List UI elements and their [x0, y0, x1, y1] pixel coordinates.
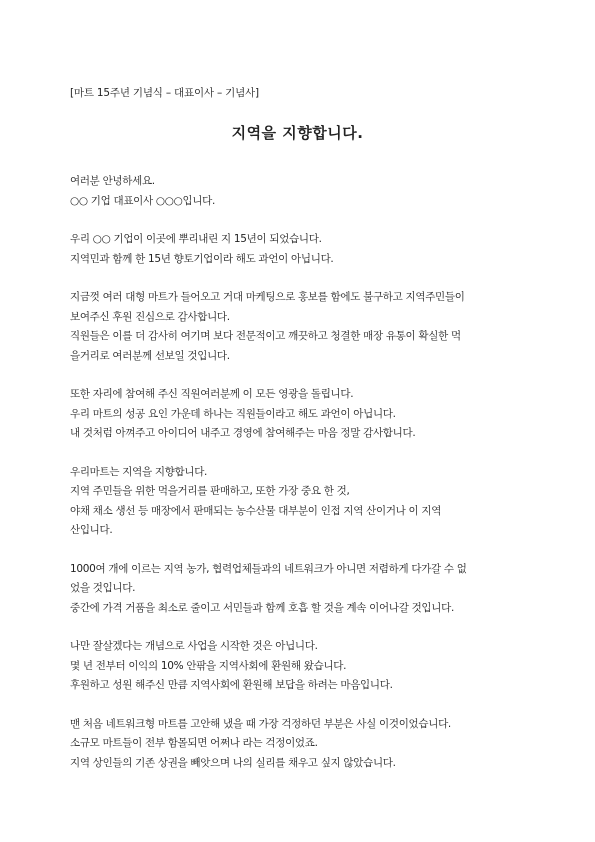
event-tag: [마트 15주년 기념식 – 대표이사 – 기념사] [70, 87, 259, 99]
speech-body [70, 172, 530, 792]
text-line: ○○ 기업 대표이사 ○○○입니다. [70, 194, 216, 207]
text-line: 내 것처럼 아껴주고 아이디어 내주고 경영에 참여해주는 마음 정말 감사합니다. [70, 427, 416, 439]
text-line: 야채 채소 생선 등 매장에서 판매되는 농수산물 대부분이 인접 지역 산이거나 이 지역 [70, 504, 442, 517]
text-line: 었을 것입니다. [70, 582, 136, 594]
text-line: 몇 년 전부터 이익의 10% 안팎을 지역사회에 환원해 왔습니다. [70, 659, 347, 672]
text-line: 맨 처음 네트워크형 마트를 고안해 냈을 때 가장 걱정하던 부분은 사실 이것이었습니다. [70, 717, 451, 730]
text-line: 지역 주민들을 위한 먹을거리를 판매하고, 또한 가장 중요 한 것, [70, 485, 350, 497]
text-line: 우리 ○○ 기업이 이곳에 뿌리내린 지 15년이 되었습니다. [70, 233, 322, 245]
text-line: 후원하고 성원 해주신 만큼 지역사회에 환원해 보답을 하려는 마음입니다. [70, 679, 393, 691]
text-line: 또한 자리에 참여해 주신 직원여러분께 이 모든 영광을 돌립니다. [70, 388, 354, 400]
text-line: 직원들은 이를 더 감사히 여기며 보다 전문적이고 깨끗하고 청결한 매장 유통이 확실한 먹 [70, 330, 461, 342]
text-line: 지역 상인들의 기존 상권을 빼앗으며 나의 실리를 채우고 싶지 않았습니다. [70, 756, 396, 769]
text-line: 지금껏 여러 대형 마트가 들어오고 거대 마케팅으로 홍보를 함에도 불구하고 지역주민들이 [70, 291, 465, 303]
speech-title: 지역을 지향합니다. [231, 124, 364, 142]
text-line: 우리 마트의 성공 요인 가운데 하나는 직원들이라고 해도 과언이 아닙니다. [70, 407, 396, 420]
text-line: 1000여 개에 이르는 지역 농가, 협력업체들과의 네트워크가 아니면 저렴하게 다가갈 수 없 [70, 562, 467, 575]
paragraph-contribution [70, 637, 530, 696]
text-line: 소규모 마트들이 전부 함몰되면 어쩌나 라는 걱정이었죠. [70, 737, 318, 749]
text-line: 우리마트는 지역을 지향합니다. [70, 465, 208, 478]
text-line: 나만 잘살겠다는 개념으로 사업을 시작한 것은 아닙니다. [70, 640, 318, 652]
text-line: 중간에 가격 거품을 최소로 줄이고 서민들과 함께 호흡 할 것을 계속 이어나갈 것입니다. [70, 601, 454, 614]
paragraph-staff [70, 385, 530, 444]
text-line: 지역민과 함께 한 15년 향토기업이라 해도 과언이 아닙니다. [70, 252, 334, 265]
paragraph-gratitude [70, 288, 530, 366]
paragraph-local [70, 463, 530, 541]
text-line: 보여주신 후원 진심으로 감사합니다. [70, 310, 230, 323]
text-line: 을거리로 여러분께 선보일 것입니다. [70, 349, 230, 362]
paragraph-network [70, 560, 530, 619]
text-line: 산입니다. [70, 524, 113, 536]
text-line: 여러분 안녕하세요. [70, 175, 155, 187]
paragraph-greeting [70, 172, 530, 211]
paragraph-anniversary [70, 230, 530, 269]
paragraph-concern [70, 715, 530, 774]
